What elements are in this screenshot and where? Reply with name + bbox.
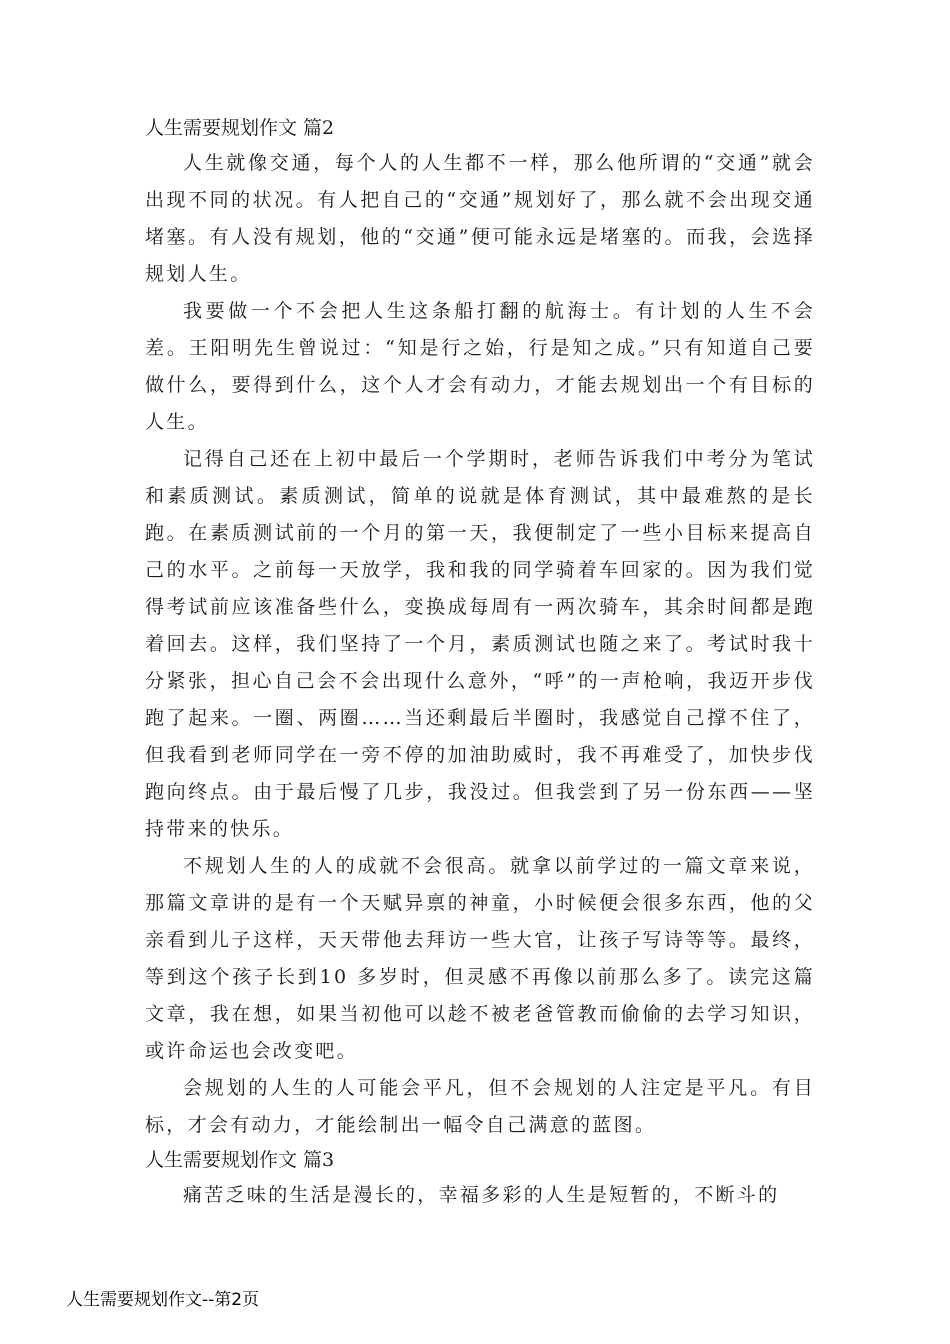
- page-footer: 人生需要规划作文--第2页: [66, 1290, 260, 1310]
- paragraph: 会规划的人生的人可能会平凡，但不会规划的人注定是平凡。有目标，才会有动力，才能绘制出一幅令自己满意的蓝图。: [145, 1077, 815, 1136]
- paragraph: 我要做一个不会把人生这条船打翻的航海士。有计划的人生不会差。王阳明先生曾说过：“知是行之始，行是知之成。”只有知道自己要做什么，要得到什么，这个人才会有动力，才能去规划出一个有目标的人生。: [145, 300, 815, 433]
- paragraph: 不规划人生的人的成就不会很高。就拿以前学过的一篇文章来说，那篇文章讲的是有一个天赋异禀的神童，小时候便会很多东西，他的父亲看到儿子这样，天天带他去拜访一些大官，让孩子写诗等等。最终，等到这个孩子长到10 多岁时，但灵感不再像以前那么多了。读完这篇文章，我在想，如果当初他可以趁不被老爸管教而偷偷的去学习知识，或许命运也会改变吧。: [145, 855, 815, 1062]
- section-heading: 人生需要规划作文 篇3: [145, 1149, 335, 1171]
- section-heading: 人生需要规划作文 篇2: [145, 117, 335, 139]
- section-essay-2: [145, 112, 815, 1144]
- section-essay-3: [145, 1144, 815, 1214]
- paragraph: 人生就像交通，每个人的人生都不一样，那么他所谓的“交通”就会出现不同的状况。有人把自己的“交通”规划好了，那么就不会出现交通堵塞。有人没有规划，他的“交通”便可能永远是堵塞的。而我，会选择规划人生。: [145, 152, 815, 285]
- paragraph: 痛苦乏味的生活是漫长的，幸福多彩的人生是短暂的，不断斗的: [183, 1184, 780, 1206]
- document-body: [145, 112, 815, 1214]
- paragraph: 记得自己还在上初中最后一个学期时，老师告诉我们中考分为笔试和素质测试。素质测试，简单的说就是体育测试，其中最难熬的是长跑。在素质测试前的一个月的第一天，我便制定了一些小目标来提高自己的水平。之前每一天放学，我和我的同学骑着车回家的。因为我们觉得考试前应该准备些什么，变换成每周有一两次骑车，其余时间都是跑着回去。这样，我们坚持了一个月，素质测试也随之来了。考试时我十分紧张，担心自己会不会出现什么意外，“呼”的一声枪响，我迈开步伐跑了起来。一圈、两圈……当还剩最后半圈时，我感觉自己撑不住了，但我看到老师同学在一旁不停的加油助威时，我不再难受了，加快步伐跑向终点。由于最后慢了几步，我没过。但我尝到了另一份东西——坚持带来的快乐。: [145, 448, 815, 840]
